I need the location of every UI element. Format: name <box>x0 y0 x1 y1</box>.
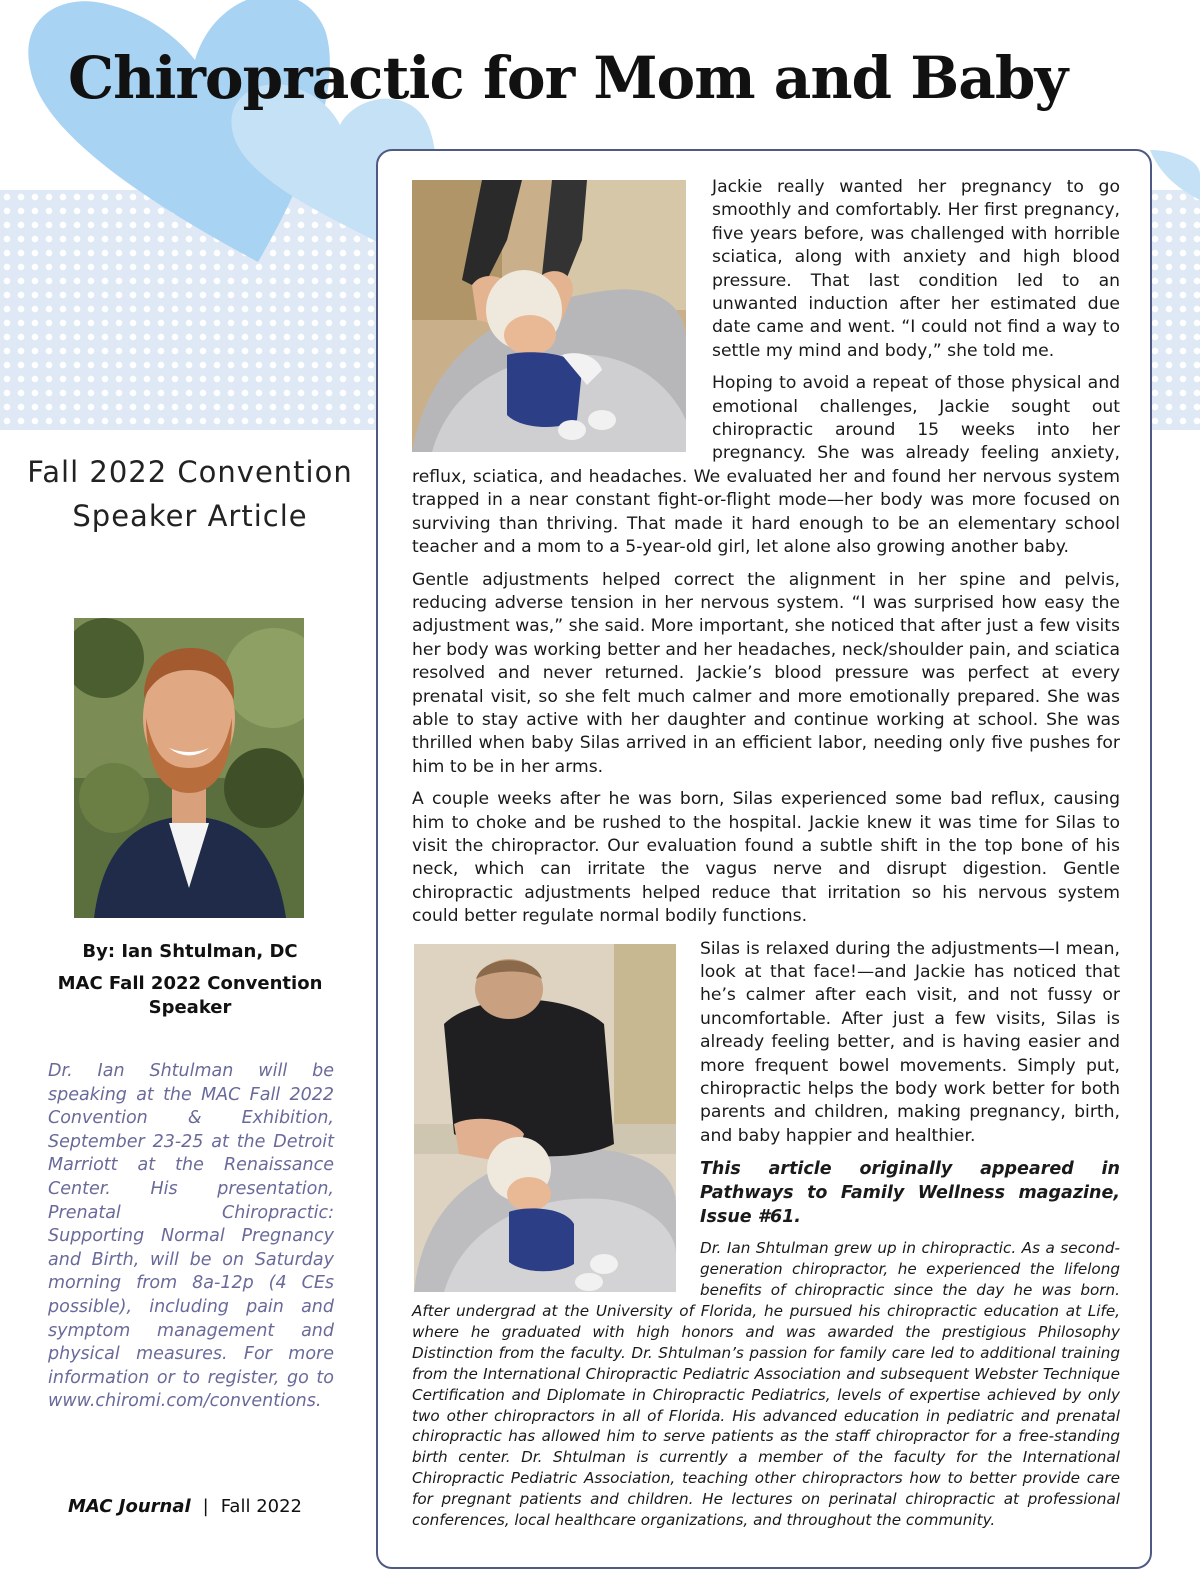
baby-adjustment-photo-top <box>412 180 686 452</box>
baby-adjustment-photo-bottom <box>414 944 676 1292</box>
article-body <box>412 176 1120 1540</box>
author-photo <box>74 618 304 918</box>
article-paragraph-3: Gentle adjustments helped correct the alignment in her spine and pelvis, reducing adverse tension in her nervous system. “I was surprised how easy the adjustment was,” she said. More important, she noticed that after just a few visits her body was working better and her headaches, neck/shoulder pain, and sciatica resolved and never returned. Jackie’s blood pressure was perfect at every prenatal visit, so she felt much calmer and more emotionally prepared. She was able to stay active with her daughter and continue working at school. She was thrilled when baby Silas arrived in an efficient labor, needing only five pushes for him to be in her arms. <box>412 569 1120 777</box>
article-paragraph-4: A couple weeks after he was born, Silas experienced some bad reflux, causing him to choke and be rushed to the hospital. Jackie knew it was time for Silas to visit the chiropractor. Our evaluation found a subtle shift in the top bone of his neck, which can irritate the vagus nerve and disrupt digestion. Gentle chiropractic adjustments helped reduce that irritation so his nervous system could better regulate normal bodily functions. <box>412 789 1120 927</box>
author-bio: Dr. Ian Shtulman grew up in chiropractic. As a second-generation chiropractor, he experienced the lifelong benefits of chiropractic since the day he was born. After undergrad at the University of Florida, he pursued his chiropractic education at Life, where he graduated with high honors and was awarded the prestigious Philosophy Distinction from the faculty. Dr. Shtulman’s passion for family care led to additional training from the International Chiropractic Pediatric Association and subsequent Webster Technique Certification and Diplomate in Chiropractic Pediatrics, levels of expertise achieved by only two other chiropractors in all of Florida. His advanced education in pediatric and prenatal chiropractic has allowed him to serve patients as the staff chiropractor for a free-standing birth center. Dr. Shtulman is currently a member of the faculty for the International Chiropractic Pediatric Association, teaching other chiropractors how to better provide care for pregnant patients and children. He lectures on perinatal chiropractic at professional conferences, local healthcare organizations, and throughout the community. <box>412 1239 1120 1530</box>
article-paragraph-5: Silas is relaxed during the adjustments—I mean, look at that face!—and Jackie has noticed that he’s calmer after each visit, and not fussy or uncomfortable. After just a few visits, Silas is already feeling better, and is having easier and more frequent bowel movements. Simply put, chiropractic helps the body work better for both parents and children, making pregnancy, birth, and baby happier and healthier. <box>700 938 1120 1146</box>
footer-separator: | <box>202 1496 209 1517</box>
author-name: By: Ian Shtulman, DC <box>82 941 298 962</box>
issue-label: Fall 2022 <box>220 1496 302 1517</box>
sidebar-heading-line2: Speaker Article <box>72 499 308 533</box>
author-byline <box>40 940 340 1028</box>
page-footer <box>68 1496 302 1517</box>
author-role: MAC Fall 2022 Convention Speaker <box>57 973 323 1018</box>
journal-name: MAC Journal <box>68 1496 191 1517</box>
page-title: Chiropractic for Mom and Baby <box>68 44 1068 112</box>
sidebar-heading <box>20 450 360 538</box>
sidebar-heading-line1: Fall 2022 Convention <box>27 455 353 489</box>
article-paragraph-1: Jackie really wanted her pregnancy to go smoothly and comfortably. Her first pregnancy, five years before, was challenged with horrible sciatica, along with anxiety and high blood pressure. That last condition led to an unwanted induction after her estimated due date came and went. “I could not find a way to settle my mind and body,” she told me. <box>712 177 1120 361</box>
speaker-blurb: Dr. Ian Shtulman will be speaking at the MAC Fall 2022 Convention & Exhibition, September 23-25 at the Detroit Marriott at the Renaissance Center. His presentation, Prenatal Chiropractic: Supporting Normal Pregnancy and Birth, will be on Saturday morning from 8a-12p (4 CEs possible), including pain and symptom management and physical measures. For more information or to register, go to www.chiromi.com/conventions. <box>48 1061 334 1412</box>
article-credit: This article originally appeared in Pathways to Family Wellness magazine, Issue #61. <box>700 1159 1120 1228</box>
right-heart-edge <box>1150 150 1200 200</box>
article-paragraph-2: Hoping to avoid a repeat of those physical and emotional challenges, Jackie sought out chiropractic around 15 weeks into her pregnancy. She was already feeling anxiety, reflux, sciatica, and headaches. We evaluated her and found her nervous system trapped in a near constant fight-or-flight mode—her body was more focused on surviving than thriving. That made it hard enough to be an elementary school teacher and a mom to a 5-year-old girl, let alone also growing another baby. <box>412 373 1120 558</box>
